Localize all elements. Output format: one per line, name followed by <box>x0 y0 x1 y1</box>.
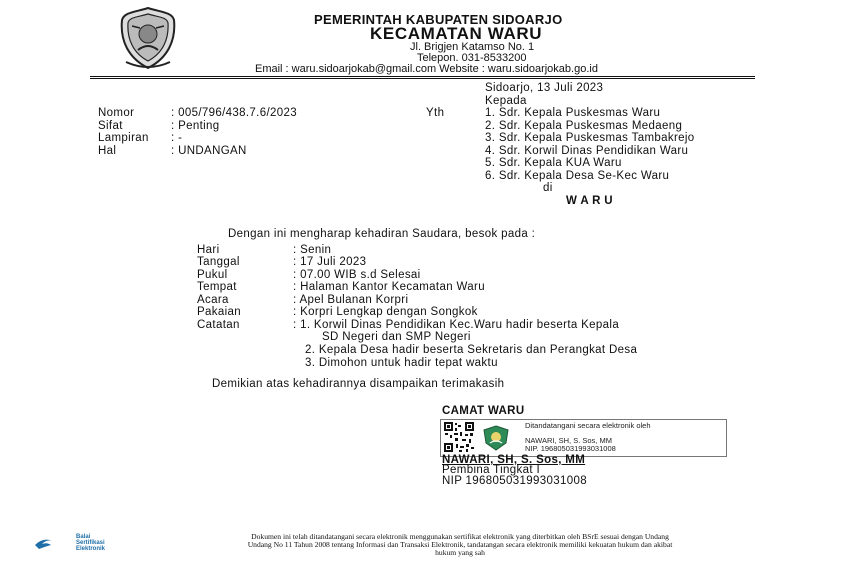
note-continuation: SD Negeri dan SMP Negeri <box>322 331 471 343</box>
note-item: 2. Kepala Desa hadir beserta Sekretaris dan Perangkat Desa <box>305 344 638 356</box>
bsre-label-3: Elektronik <box>76 546 106 552</box>
office-address: Jl. Brigjen Katamso No. 1 <box>410 41 535 53</box>
bsre-label-2: Sertifikasi <box>76 540 105 546</box>
field-value-hal: : UNDANGAN <box>171 145 247 157</box>
recipient-item: 6. Sdr. Kepala Desa Se-Kec Waru <box>485 170 670 182</box>
office-contact: Email : waru.sidoarjokab@gmail.com Website : waru.sidoarjokab.go.id <box>255 63 598 75</box>
detail-label-hari: Hari <box>197 244 220 256</box>
esign-caption: Ditandatangani secara elektronik oleh <box>525 421 651 430</box>
di-label: di <box>543 182 553 194</box>
qr-code-icon <box>443 421 475 453</box>
signatory-rank: Pembina Tingkat I <box>442 464 541 476</box>
detail-value-tempat: : Halaman Kantor Kecamatan Waru <box>293 281 485 293</box>
detail-value-tanggal: : 17 Juli 2023 <box>293 256 367 268</box>
field-label-hal: Hal <box>98 145 117 157</box>
letterhead-divider-thin <box>90 78 755 79</box>
recipient-item: 2. Sdr. Kepala Puskesmas Medaeng <box>485 120 683 132</box>
field-value-sifat: : Penting <box>171 120 220 132</box>
note-item: 3. Dimohon untuk hadir tepat waktu <box>305 357 498 369</box>
detail-value-acara: : Apel Bulanan Korpri <box>293 294 409 306</box>
detail-value-hari: : Senin <box>293 244 332 256</box>
recipient-item: 4. Sdr. Korwil Dinas Pendidikan Waru <box>485 145 689 157</box>
footer-disclaimer-2: Undang No 11 Tahun 2008 tentang Informasi dan Transaksi Elektronik, tandatangan secara elektronik memiliki kekuatan hukum dan akibat <box>247 540 673 549</box>
signatory-nip: NIP 196805031993031008 <box>442 475 587 487</box>
field-value-nomor: : 005/796/438.7.6/2023 <box>171 107 298 119</box>
office-name: KECAMATAN WARU <box>370 24 543 43</box>
footer-disclaimer-3: hukum yang sah <box>435 548 485 557</box>
recipient-item: 3. Sdr. Kepala Puskesmas Tambakrejo <box>485 132 695 144</box>
detail-value-catatan: : 1. Korwil Dinas Pendidikan Kec.Waru hadir beserta Kepala <box>293 319 620 331</box>
recipient-item: 1. Sdr. Kepala Puskesmas Waru <box>485 107 661 119</box>
office-phone: Telepon. 031-8533200 <box>417 52 527 64</box>
detail-label-tempat: Tempat <box>197 281 237 293</box>
esign-emblem-icon <box>482 425 510 451</box>
field-label-sifat: Sifat <box>98 120 123 132</box>
sidoarjo-emblem-icon <box>118 6 178 70</box>
field-value-lampiran: : - <box>171 132 183 144</box>
detail-value-pukul: : 07.00 WIB s.d Selesai <box>293 269 421 281</box>
detail-label-tanggal: Tanggal <box>197 256 240 268</box>
signatory-name: NAWARI, SH, S. Sos, MM <box>442 454 586 466</box>
signature-title: CAMAT WARU <box>442 405 525 417</box>
detail-label-acara: Acara <box>197 294 229 306</box>
kepada-label: Kepada <box>485 95 527 107</box>
field-label-nomor: Nomor <box>98 107 135 119</box>
detail-label-catatan: Catatan <box>197 319 240 331</box>
letterhead-divider <box>90 76 755 77</box>
esign-name: NAWARI, SH, S. Sos, MM <box>525 436 612 445</box>
di-place: W A R U <box>566 195 613 207</box>
esign-nip: NIP. 196805031993031008 <box>525 444 616 453</box>
recipient-item: 5. Sdr. Kepala KUA Waru <box>485 157 622 169</box>
letter-intro: Dengan ini mengharap kehadiran Saudara, besok pada : <box>228 228 536 240</box>
detail-label-pakaian: Pakaian <box>197 306 242 318</box>
footer-disclaimer-1: Dokumen ini telah ditandatangani secara elektronik menggunakan sertifikat elektronik yang diterbitkan oleh BSrE sesuai dengan Undang <box>251 532 669 541</box>
bsre-logo-icon <box>33 534 73 552</box>
field-label-lampiran: Lampiran <box>98 132 149 144</box>
detail-label-pukul: Pukul <box>197 269 228 281</box>
detail-value-pakaian: : Korpri Lengkap dengan Songkok <box>293 306 478 318</box>
bsre-label-1: Balai <box>76 534 91 540</box>
place-date: Sidoarjo, 13 Juli 2023 <box>485 82 604 94</box>
government-name: PEMERINTAH KABUPATEN SIDOARJO <box>314 12 563 27</box>
letter-closing: Demikian atas kehadirannya disampaikan terimakasih <box>212 378 505 390</box>
yth-label: Yth <box>426 107 445 119</box>
